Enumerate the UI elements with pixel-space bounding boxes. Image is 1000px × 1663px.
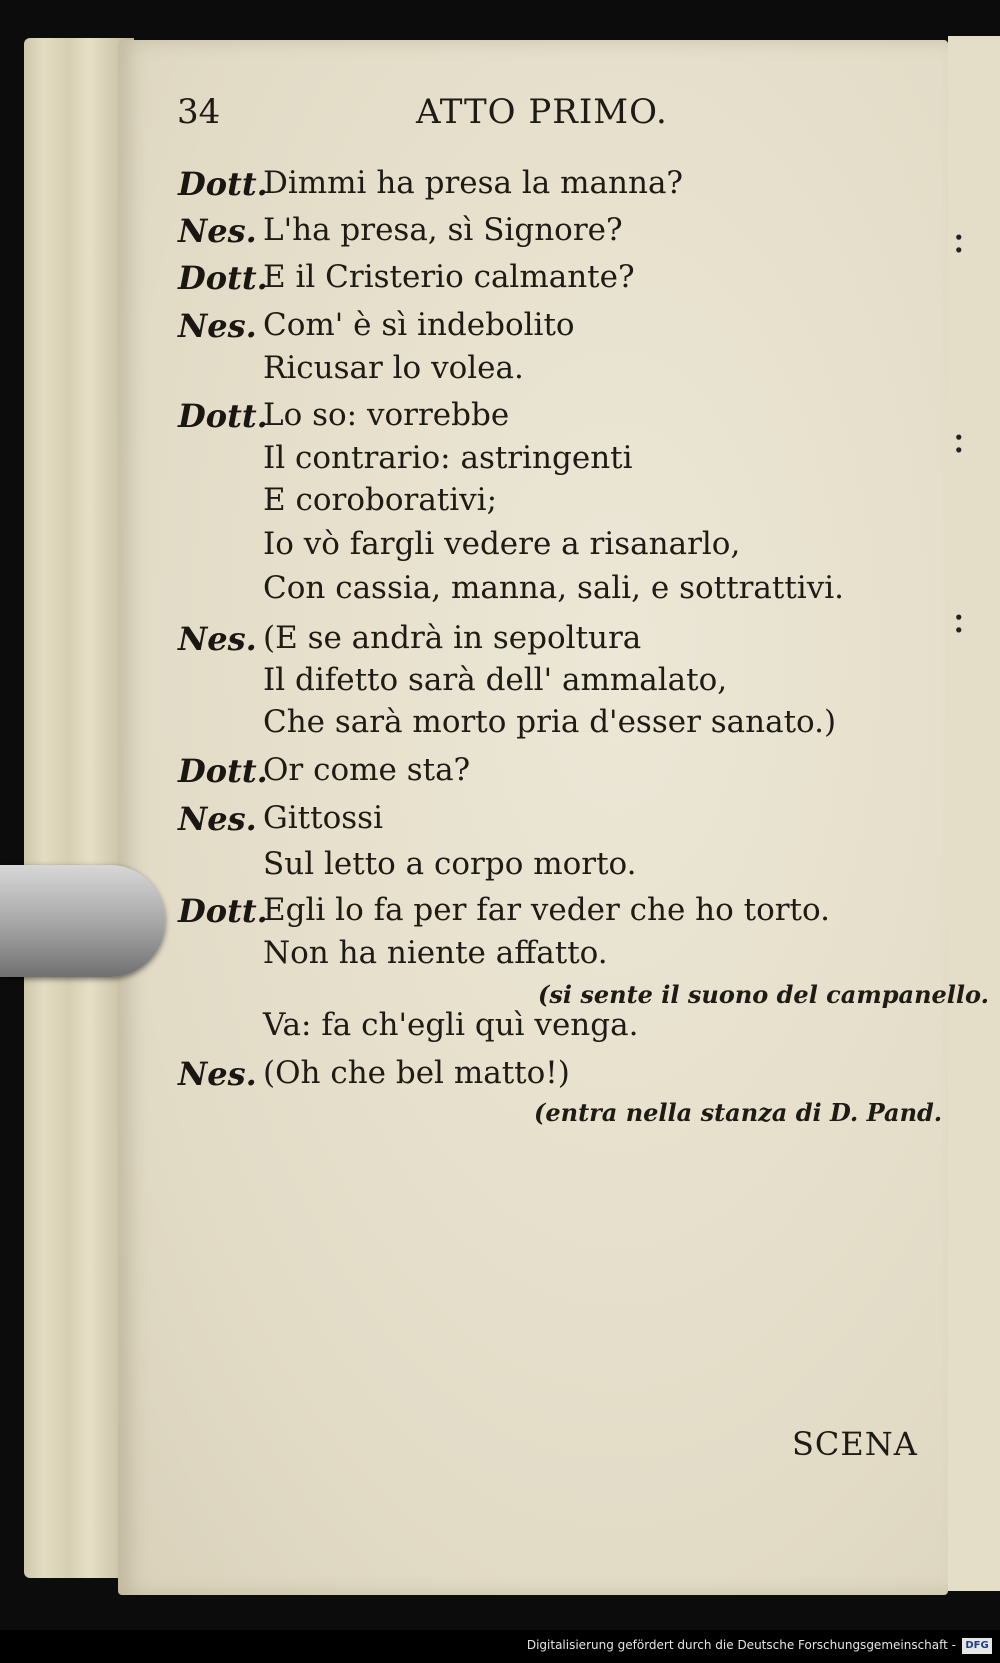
verse-line: Con cassia, manna, sali, e sottrattivi. [263, 570, 844, 606]
verse-line: Egli lo fa per far veder che ho torto. [263, 892, 830, 928]
footer-credit: Digitalisierung gefördert durch die Deutsche Forschungsgemeinschaft - [526, 1638, 956, 1652]
speaker-label: Dott. [178, 892, 268, 930]
dfg-logo: DFG [962, 1638, 992, 1654]
speaker-label: Nes. [178, 1055, 257, 1093]
verse-line: E il Cristerio calmante? [263, 259, 635, 295]
speaker-label: Dott. [178, 752, 268, 790]
verse-line: Che sarà morto pria d'esser sanato.) [263, 704, 837, 740]
verse-line: Il contrario: astringenti [263, 440, 633, 476]
verse-line: Or come sta? [263, 752, 471, 788]
verse-line: (Oh che bel matto!) [263, 1055, 570, 1091]
verse-line: L'ha presa, sì Signore? [263, 212, 623, 248]
verse-line: Ricusar lo volea. [263, 350, 524, 386]
stage-direction: (entra nella stanza di D. Pand. [534, 1098, 943, 1127]
speaker-label: Nes. [178, 620, 257, 658]
catchword: SCENA [792, 1425, 918, 1463]
verse-line: Io vò fargli vedere a risanarlo, [263, 526, 741, 562]
verse-line: Com' è sì indebolito [263, 307, 575, 343]
page-marker-tab [0, 865, 165, 977]
verse-line: Gittossi [263, 800, 383, 836]
verse-line: Sul letto a corpo morto. [263, 846, 637, 882]
page-number: 34 [177, 92, 221, 132]
speaker-label: Dott. [178, 165, 268, 203]
verse-line: Va: fa ch'egli quì venga. [263, 1007, 639, 1043]
verse-line: Lo so: vorrebbe [263, 397, 510, 433]
speaker-label: Dott. [178, 397, 268, 435]
speaker-label: Nes. [178, 212, 257, 250]
stage-direction: (si sente il suono del campanello. [538, 980, 989, 1009]
speaker-label: Nes. [178, 800, 257, 838]
speaker-label: Nes. [178, 307, 257, 345]
verse-line: Dimmi ha presa la manna? [263, 165, 684, 201]
verse-line: (E se andrà in sepoltura [263, 620, 642, 656]
facing-page-edge: : : : [948, 36, 1000, 1591]
verse-line: Il difetto sarà dell' ammalato, [263, 662, 728, 698]
page-header [0, 88, 1000, 138]
running-head: ATTO PRIMO. [416, 92, 668, 132]
verse-line: E coroborativi; [263, 482, 498, 518]
digitization-footer [0, 1630, 1000, 1663]
verse-line: Non ha niente affatto. [263, 935, 608, 971]
speaker-label: Dott. [178, 259, 268, 297]
